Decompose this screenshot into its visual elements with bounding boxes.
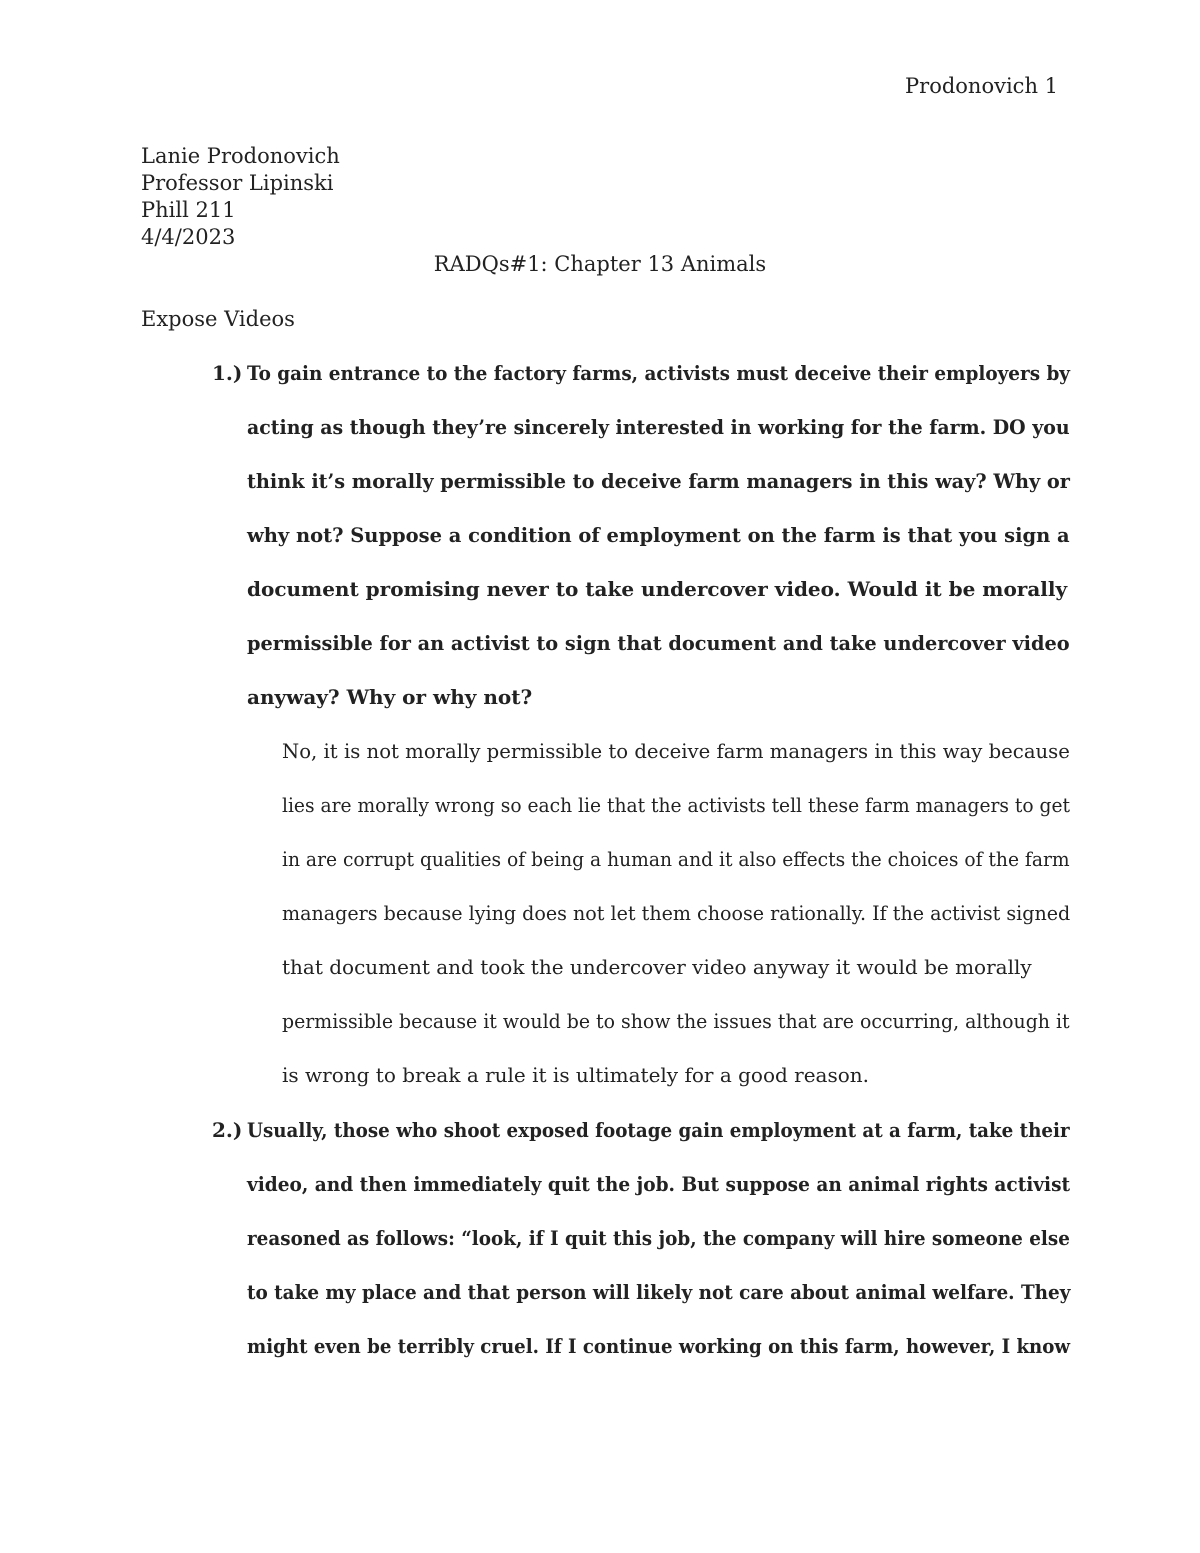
answer-line: permissible because it would be to show the issues that are occurring, although it (282, 1009, 1070, 1033)
heading-block (141, 143, 340, 251)
answer-line: that document and took the undercover video anyway it would be morally (282, 955, 1032, 979)
question-line: Usually, those who shoot exposed footage gain employment at a farm, take their (247, 1118, 1070, 1142)
student-name: Lanie Prodonovich (141, 144, 340, 168)
paper-title: RADQs#1: Chapter 13 Animals (433, 252, 767, 276)
answer-line: is wrong to break a rule it is ultimately for a good reason. (282, 1063, 870, 1087)
question-number: 2.) (212, 1118, 243, 1142)
answer-line: No, it is not morally permissible to deceive farm managers in this way because (282, 739, 1070, 763)
answer-line: managers because lying does not let them choose rationally. If the activist signed (282, 901, 1071, 925)
running-head: Prodonovich 1 (905, 74, 1058, 98)
question-line: anyway? Why or why not? (247, 685, 533, 709)
question-line: to take my place and that person will likely not care about animal welfare. They (247, 1280, 1071, 1304)
question-line: acting as though they’re sincerely interested in working for the farm. DO you (247, 415, 1070, 439)
question-line: why not? Suppose a condition of employment on the farm is that you sign a (247, 523, 1070, 547)
question-line: document promising never to take undercover video. Would it be morally (247, 577, 1068, 601)
question-number: 1.) (212, 361, 243, 385)
answer-line: lies are morally wrong so each lie that the activists tell these farm managers to get (282, 793, 1071, 817)
question-line: To gain entrance to the factory farms, activists must deceive their employers by (247, 361, 1070, 385)
course-name: Phill 211 (141, 198, 236, 222)
question-line: might even be terribly cruel. If I continue working on this farm, however, I know (247, 1334, 1071, 1358)
question-line: video, and then immediately quit the job. But suppose an animal rights activist (247, 1172, 1071, 1196)
section-heading: Expose Videos (141, 307, 295, 331)
question-line: think it’s morally permissible to deceive farm managers in this way? Why or (247, 469, 1070, 493)
date: 4/4/2023 (141, 225, 236, 249)
question-line: permissible for an activist to sign that document and take undercover video (247, 631, 1070, 655)
answer-line: in are corrupt qualities of being a human and it also effects the choices of the farm (282, 847, 1070, 871)
question-line: reasoned as follows: “look, if I quit this job, the company will hire someone else (247, 1226, 1070, 1250)
professor-name: Professor Lipinski (141, 171, 334, 195)
